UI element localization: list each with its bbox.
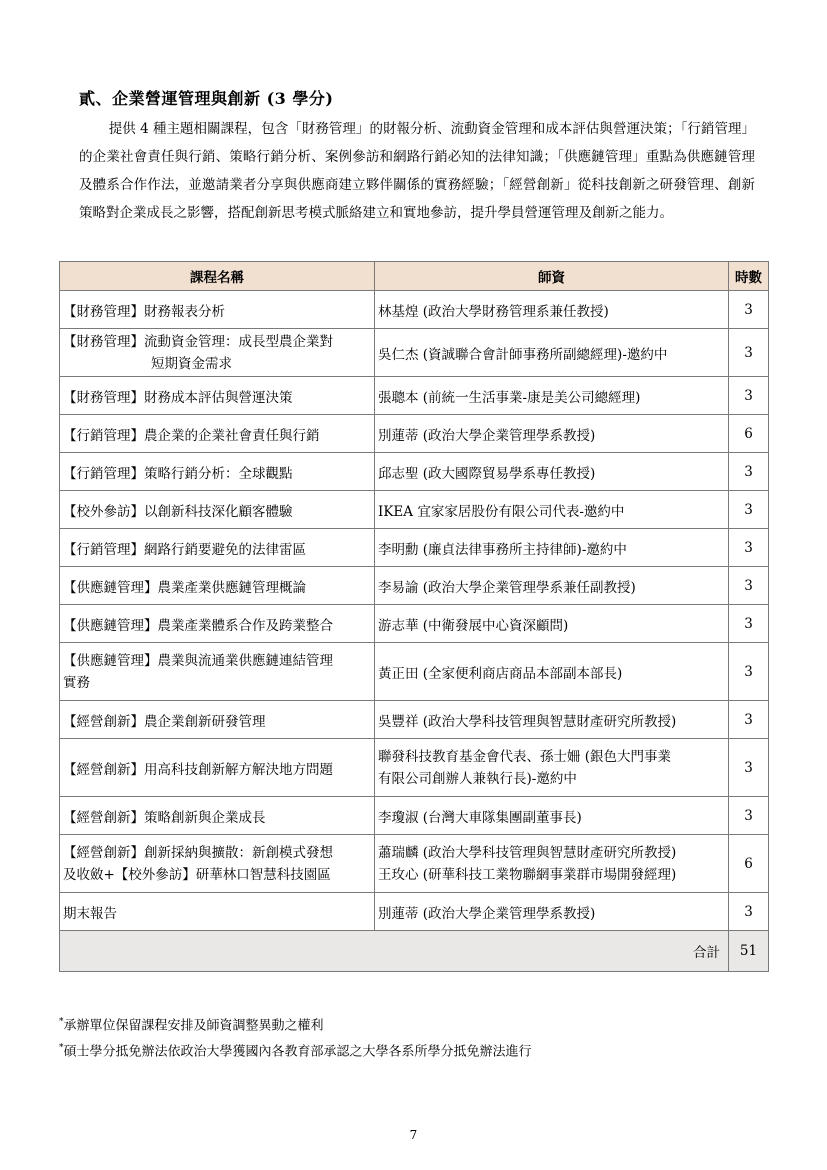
teacher-cell: IKEA 宜家家居股份有限公司代表-邀約中 (375, 491, 729, 529)
course-cell: 【經營創新】農企業創新研發管理 (60, 701, 375, 739)
course-line: 及收斂+【校外參訪】研華林口智慧科技園區 (63, 866, 331, 883)
table-row (60, 567, 769, 605)
hours-cell: 3 (729, 529, 769, 567)
course-cell: 【經營創新】用高科技創新解方解決地方問題 (60, 739, 375, 797)
total-value: 51 (729, 931, 769, 972)
table-row (60, 291, 769, 329)
course-line: 【財務管理】流動資金管理：成長型農企業對 (63, 333, 333, 350)
table-row (60, 797, 769, 835)
course-cell: 【校外參訪】以創新科技深化顧客體驗 (60, 491, 375, 529)
hours-cell: 3 (729, 329, 769, 377)
table-row (60, 701, 769, 739)
hours-cell: 3 (729, 377, 769, 415)
table-row (60, 605, 769, 643)
hours-cell: 3 (729, 605, 769, 643)
table-row (60, 415, 769, 453)
course-cell: 【供應鏈管理】農業產業供應鏈管理概論 (60, 567, 375, 605)
course-cell: 【財務管理】財務成本評估與營運決策 (60, 377, 375, 415)
course-cell: 【經營創新】策略創新與企業成長 (60, 797, 375, 835)
table-row (60, 453, 769, 491)
course-cell: 【行銷管理】農企業的企業社會責任與行銷 (60, 415, 375, 453)
course-cell (60, 643, 375, 701)
teacher-cell (375, 739, 729, 797)
teacher-cell: 張聰本 (前統一生活事業-康是美公司總經理) (375, 377, 729, 415)
teacher-cell: 別蓮蒂 (政治大學企業管理學系教授) (375, 893, 729, 931)
total-label: 合計 (60, 931, 729, 972)
teacher-cell: 李明勳 (廉貞法律事務所主持律師)-邀約中 (375, 529, 729, 567)
table-row (60, 529, 769, 567)
header-teacher: 師資 (375, 262, 729, 291)
course-cell: 【行銷管理】網路行銷要避免的法律雷區 (60, 529, 375, 567)
footnote-marker: * (59, 1017, 64, 1027)
teacher-cell: 黃正田 (全家便利商店商品本部副本部長) (375, 643, 729, 701)
course-line: 【經營創新】創新採納與擴散：新創模式發想 (63, 844, 333, 861)
table-row (60, 893, 769, 931)
course-cell: 期末報告 (60, 893, 375, 931)
header-hours: 時數 (729, 262, 769, 291)
footnote (59, 1011, 532, 1037)
course-cell (60, 835, 375, 893)
table-row (60, 377, 769, 415)
hours-cell: 3 (729, 491, 769, 529)
teacher-cell: 林基煌 (政治大學財務管理系兼任教授) (375, 291, 729, 329)
hours-cell: 3 (729, 453, 769, 491)
course-line: 【供應鏈管理】農業與流通業供應鏈連結管理 (63, 652, 333, 669)
teacher-line: 蕭瑞麟 (政治大學科技管理與智慧財產研究所教授) (378, 844, 677, 861)
hours-cell: 3 (729, 567, 769, 605)
course-cell: 【供應鏈管理】農業產業體系合作及跨業整合 (60, 605, 375, 643)
hours-cell: 3 (729, 797, 769, 835)
course-cell: 【財務管理】財務報表分析 (60, 291, 375, 329)
footnote (59, 1037, 532, 1063)
footnote-marker: * (59, 1043, 64, 1054)
hours-cell: 6 (729, 415, 769, 453)
teacher-cell: 吳豐祥 (政治大學科技管理與智慧財產研究所教授) (375, 701, 729, 739)
teacher-cell: 別蓮蒂 (政治大學企業管理學系教授) (375, 415, 729, 453)
footnotes (59, 1011, 532, 1064)
total-row (60, 931, 769, 972)
course-cell (60, 329, 375, 377)
teacher-line: 有限公司創辦人兼執行長)-邀約中 (378, 770, 577, 787)
section-heading: 貳、企業營運管理與創新 (3 學分) (79, 89, 334, 108)
teacher-cell: 李瓊淑 (台灣大車隊集團副董事長) (375, 797, 729, 835)
teacher-line: 聯發科技教育基金會代表、孫士姍 (銀色大門事業 (378, 748, 672, 765)
section-intro: 提供 4 種主題相關課程，包含「財務管理」的財報分析、流動資金管理和成本評估與營運決策；「行銷管理」的企業社會責任與行銷、策略行銷分析、案例參訪和網路行銷必知的法律知識；「供應鏈管理」重點為供應鏈管理及體系合作作法，並邀請業者分享與供應商建立夥伴關係的實務經驗；「經營創新」從科技創新之研發管理、創新策略對企業成長之影響，搭配創新思考模式脈絡建立和實地參訪，提升學員營運管理及創新之能力。 (79, 121, 755, 221)
header-course: 課程名稱 (60, 262, 375, 291)
table-row (60, 739, 769, 797)
table-row (60, 491, 769, 529)
page-number: 7 (409, 1128, 418, 1142)
footnote-text: 承辦單位保留課程安排及師資調整異動之權利 (63, 1018, 324, 1034)
teacher-cell (375, 835, 729, 893)
teacher-cell: 李易諭 (政治大學企業管理學系兼任副教授) (375, 567, 729, 605)
hours-cell: 3 (729, 701, 769, 739)
teacher-line: 王玫心 (研華科技工業物聯網事業群市場開發經理) (378, 866, 677, 883)
table-header-row (60, 262, 769, 291)
course-line: 實務 (63, 674, 90, 691)
teacher-cell: 邱志聖 (政大國際貿易學系專任教授) (375, 453, 729, 491)
teacher-cell: 游志華 (中衛發展中心資深顧問) (375, 605, 729, 643)
teacher-cell: 吳仁杰 (資誠聯合會計師事務所副總經理)-邀約中 (375, 329, 729, 377)
table-row (60, 835, 769, 893)
hours-cell: 3 (729, 739, 769, 797)
course-table (59, 261, 769, 972)
footnote-text: 碩士學分抵免辦法依政治大學獲國內各教育部承認之大學各系所學分抵免辦法進行 (63, 1044, 532, 1060)
table-row (60, 329, 769, 377)
hours-cell: 3 (729, 291, 769, 329)
hours-cell: 3 (729, 643, 769, 701)
hours-cell: 6 (729, 835, 769, 893)
table-row (60, 643, 769, 701)
hours-cell: 3 (729, 893, 769, 931)
course-cell: 【行銷管理】策略行銷分析：全球觀點 (60, 453, 375, 491)
course-line: 短期資金需求 (151, 355, 232, 372)
